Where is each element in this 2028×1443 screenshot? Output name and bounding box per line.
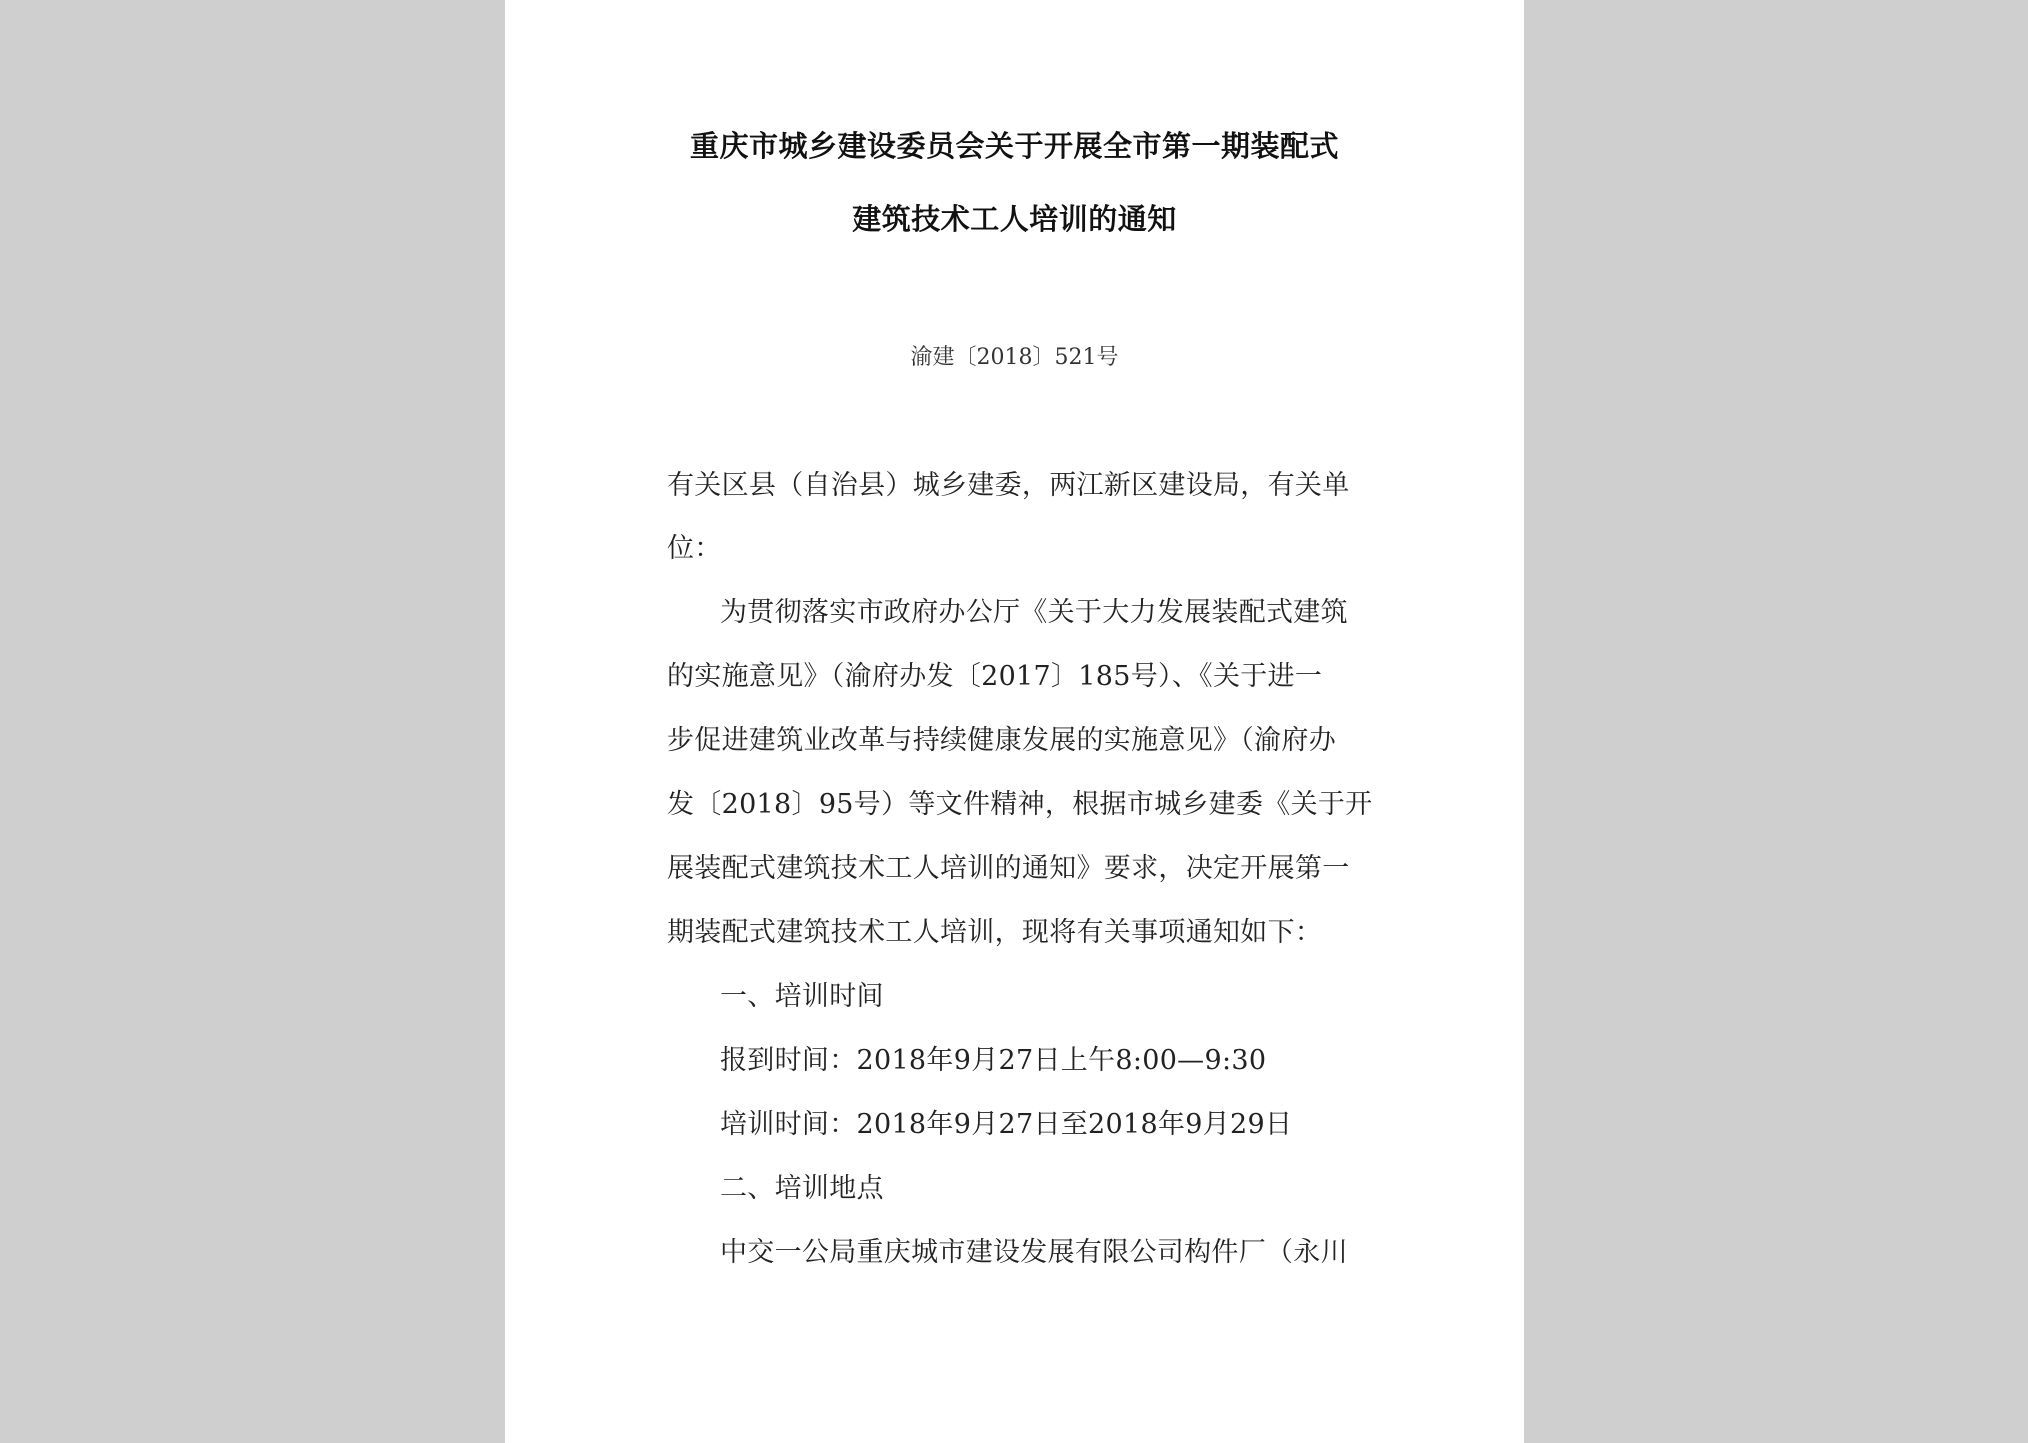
- salutation-line-1: 有关区县（自治县）城乡建委，两江新区建设局，有关单: [667, 470, 1350, 501]
- document-page: [505, 0, 1524, 1443]
- salutation-line-2: 位：: [667, 533, 722, 564]
- section-heading-training-time: 一、培训时间: [720, 981, 884, 1012]
- section-heading-training-location: 二、培训地点: [720, 1173, 884, 1204]
- training-location: 中交一公局重庆城市建设发展有限公司构件厂（永川: [720, 1237, 1348, 1268]
- document-number: 渝建〔2018〕521号: [910, 345, 1119, 370]
- body-line: 为贯彻落实市政府办公厅《关于大力发展装配式建筑: [720, 597, 1348, 628]
- document-title-line-1: 重庆市城乡建设委员会关于开展全市第一期装配式: [689, 129, 1339, 163]
- document-title-line-2: 建筑技术工人培训的通知: [852, 202, 1177, 236]
- body-line: 发〔2018〕95号）等文件精神，根据市城乡建委《关于开: [667, 789, 1373, 820]
- body-line: 步促进建筑业改革与持续健康发展的实施意见》（渝府办: [667, 725, 1336, 756]
- body-line: 期装配式建筑技术工人培训，现将有关事项通知如下：: [667, 917, 1323, 948]
- training-time: 培训时间：2018年9月27日至2018年9月29日: [720, 1109, 1293, 1140]
- body-line: 展装配式建筑技术工人培训的通知》要求，决定开展第一: [667, 853, 1350, 884]
- body-line: 的实施意见》（渝府办发〔2017〕185号）、《关于进一: [667, 661, 1323, 692]
- registration-time: 报到时间：2018年9月27日上午8:00—9:30: [720, 1045, 1267, 1076]
